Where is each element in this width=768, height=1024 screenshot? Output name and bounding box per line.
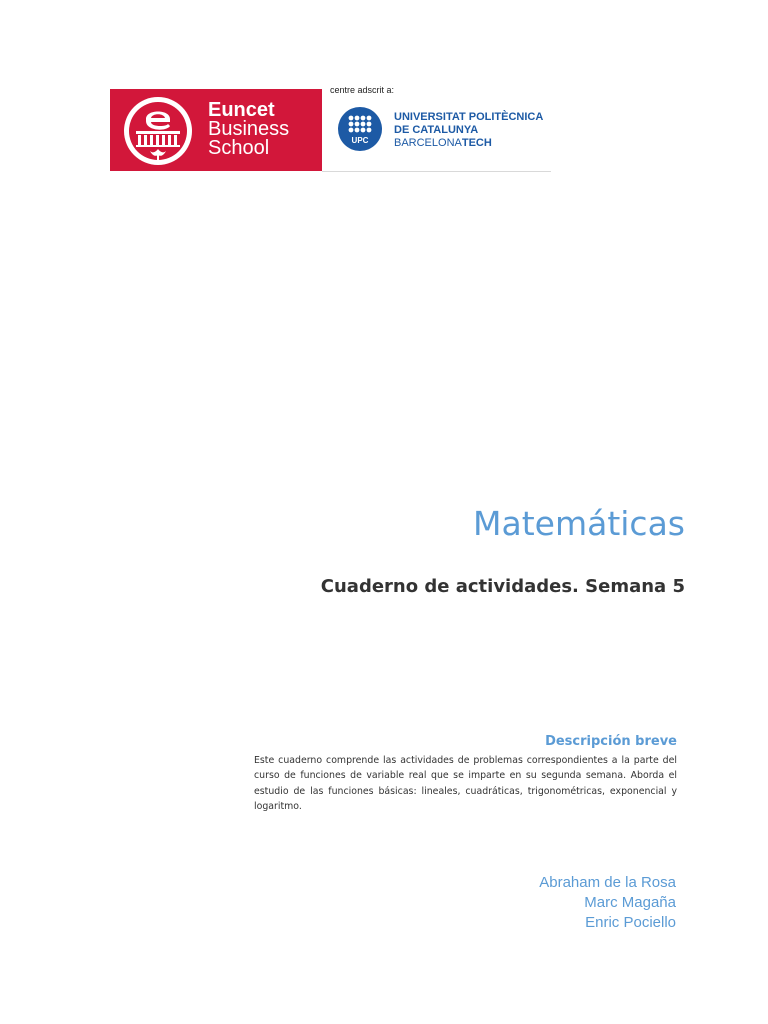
euncet-emblem-icon — [122, 95, 194, 167]
upc-badge-text: UPC — [351, 136, 369, 145]
author-list — [539, 873, 676, 933]
euncet-logo — [110, 89, 322, 171]
document-title: Matemáticas — [473, 504, 685, 543]
author-name: Marc Magaña — [584, 894, 676, 911]
adscrit-label: centre adscrit a: — [330, 85, 395, 95]
upc-wordmark — [394, 111, 543, 150]
euncet-line-3: School — [208, 137, 270, 159]
upc-line-2: DE CATALUNYA — [394, 124, 479, 136]
euncet-line-2: Business — [208, 118, 290, 140]
description-body: Este cuaderno comprende las actividades de problemas correspondientes a la parte del curso de funciones de variable real que se imparte en su segunda semana. Aborda el estudio de las funciones básicas: lineales, cuadráticas, trigonométricas, exponencial y logaritmo. — [254, 755, 677, 812]
upc-line-3a: BARCELONA — [394, 137, 462, 149]
header-logos — [110, 83, 551, 171]
upc-emblem-icon — [338, 107, 382, 151]
euncet-line-1: Euncet — [208, 99, 275, 121]
document-subtitle: Cuaderno de actividades. Semana 5 — [320, 576, 685, 597]
upc-logo — [322, 83, 551, 172]
author-name: Abraham de la Rosa — [539, 874, 676, 891]
euncet-wordmark — [208, 101, 289, 158]
author-name: Enric Pociello — [585, 914, 676, 931]
upc-line-3b: TECH — [461, 137, 492, 149]
upc-line-3 — [394, 137, 543, 150]
description-heading: Descripción breve — [545, 734, 677, 749]
upc-line-1: UNIVERSITAT POLITÈCNICA — [394, 111, 544, 123]
